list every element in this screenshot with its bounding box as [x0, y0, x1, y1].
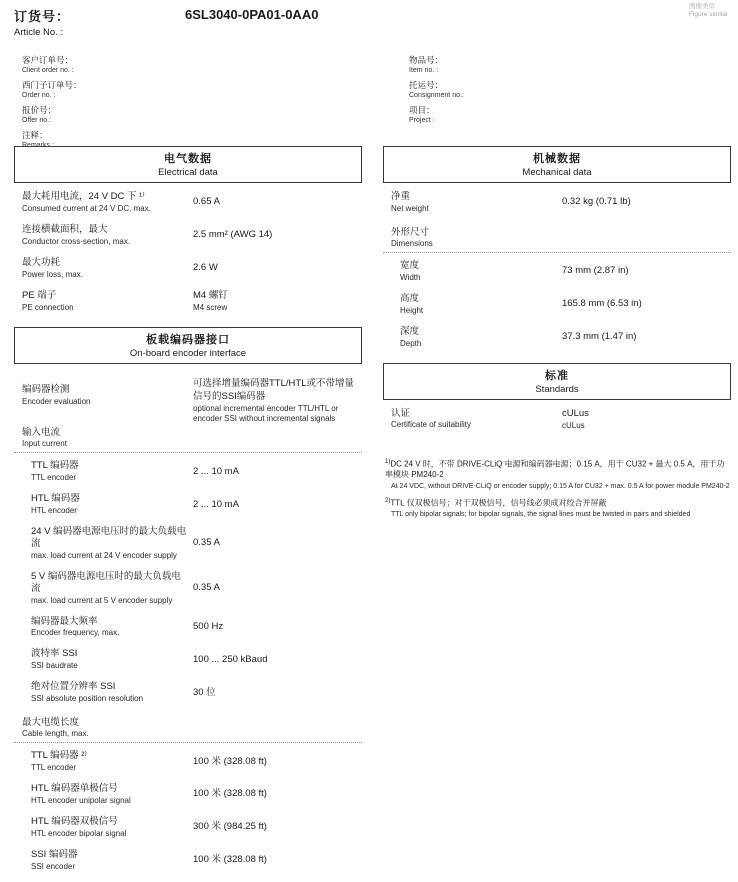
subsection-title-en: Cable length, max.: [22, 729, 89, 739]
spec-label-en: TTL encoder: [31, 763, 77, 773]
order-field-client-order: [22, 54, 373, 74]
spec-row-ssi-cable: [14, 849, 362, 872]
spec-value: 500 Hz: [193, 620, 224, 632]
spec-row-htl-encoder-current: [14, 493, 362, 516]
spec-label-en: SSI encoder: [31, 861, 76, 871]
spec-row-ttl-cable: [14, 750, 362, 773]
spec-label-zh: 24 V 编码器电源电压时的最大负载电流: [31, 526, 187, 549]
spec-label-zh: 最大功耗: [22, 256, 61, 268]
spec-row-load-current-24v: [14, 526, 362, 561]
footnotes: [383, 459, 731, 519]
spec-value: 2.6 W: [193, 262, 218, 274]
footnote-text-en: At 24 VDC, without DRIVE-CLiQ or encoder supply; 0.15 A for CU32 + max. 0.5 A for power module PM240-2: [391, 482, 730, 490]
spec-label-en: Height: [400, 305, 424, 315]
spec-value-en: M4 screw: [193, 302, 228, 312]
subsection-cable-length: [14, 714, 362, 743]
footnote-marker: 1): [385, 459, 391, 466]
spec-label-zh: 高度: [400, 292, 420, 304]
spec-row-ssi-resolution: [14, 681, 362, 704]
spec-label-zh: 最大耗用电流，24 V DC 下 ¹⁾: [22, 191, 145, 202]
section-header-encoder-interface: [14, 327, 362, 364]
spec-row-certificate: [383, 408, 731, 432]
order-field-offer: [22, 104, 373, 124]
spec-label-en: HTL encoder unipolar signal: [31, 795, 131, 805]
article-label-en: Article No. :: [14, 27, 64, 38]
figure-similar-note: [689, 3, 728, 20]
figure-similar-en: Figure similar: [688, 11, 728, 19]
spec-label-en: max. load current at 5 V encoder supply: [31, 595, 173, 605]
subsection-title-en: Dimensions: [391, 238, 433, 248]
section-title-en: Standards: [535, 383, 579, 395]
spec-row-load-current-5v: [14, 571, 362, 606]
subsection-title-zh: 最大电缆长度: [22, 717, 80, 729]
spec-row-power-loss: [14, 257, 362, 280]
spec-label-zh: 宽度: [400, 259, 420, 271]
order-info-left: [22, 54, 373, 149]
spec-label-zh: SSI 编码器: [31, 848, 78, 860]
footnote-text-en: TTL only bipolar signals; for bipolar signals, the signal lines must be twisted in pairs and shielded: [391, 510, 691, 518]
section-header-standards: [383, 363, 731, 400]
order-field-siemens-order: [22, 79, 373, 99]
field-label-en: Project :: [409, 117, 435, 124]
spec-label-zh: 波特率 SSI: [31, 648, 78, 660]
spec-label-en: Depth: [400, 338, 422, 348]
spec-label-en: Encoder evaluation: [22, 397, 91, 407]
spec-row-consumed-current: [14, 191, 362, 214]
article-label-zh: 订货号：: [14, 9, 71, 24]
order-info-right: [373, 54, 724, 144]
section-title-zh: 板载编码器接口: [146, 334, 230, 347]
spec-value-zh: 可选择增量编码器TTL/HTL或不带增量信号的SSI编码器: [193, 378, 354, 402]
spec-label-en: Consumed current at 24 V DC, max.: [22, 203, 151, 213]
spec-value: 2 ... 10 mA: [193, 498, 239, 510]
section-title-en: Mechanical data: [522, 167, 592, 178]
spec-value: 100 米 (328.08 ft): [193, 755, 267, 767]
order-field-consignment: [409, 79, 724, 99]
field-label-zh: 托运号：: [409, 80, 444, 90]
spec-value: 30 位: [193, 686, 216, 698]
figure-similar-zh: 图像类似: [688, 3, 715, 10]
right-column: [383, 146, 731, 882]
subsection-title-zh: 输入电流: [22, 427, 61, 439]
spec-label-en: PE connection: [22, 302, 74, 312]
spec-value-en: optional incremental encoder TTL/HTL or encoder SSI without incremental signals: [193, 404, 339, 424]
spec-label-zh: 净重: [391, 191, 411, 202]
spec-value: 37.3 mm (1.47 in): [562, 330, 637, 342]
page-header: [0, 0, 738, 44]
spec-row-htl-unipolar-cable: [14, 783, 362, 806]
footnote-marker: 2): [385, 497, 391, 504]
spec-label-en: max. load current at 24 V encoder supply: [31, 550, 177, 560]
spec-label-zh: HTL 编码器: [31, 493, 80, 505]
footnote-text-zh: DC 24 V 时，不带 DRIVE-CLiQ 电源和编码器电源；0.15 A，用于 CU32 + 最大 0.5 A，用于功率模块 PM240-2: [385, 459, 725, 480]
spec-row-net-weight: [383, 191, 731, 214]
spec-row-ttl-encoder-current: [14, 460, 362, 483]
left-column: [14, 146, 362, 882]
section-header-electrical: [14, 146, 362, 183]
field-label-zh: 客户订单号：: [22, 55, 74, 65]
section-title-en: Electrical data: [158, 167, 218, 178]
spec-value-zh: cULus: [562, 407, 589, 419]
spec-label-en: Encoder frequency, max.: [31, 628, 120, 638]
spec-row-width: [383, 260, 731, 283]
spec-value-zh: M4 螺钉: [193, 289, 228, 301]
spec-label-zh: 编码器检测: [22, 384, 70, 396]
spec-label-en: HTL encoder: [31, 506, 77, 516]
spec-label-en: SSI baudrate: [31, 661, 78, 671]
spec-label-en: TTL encoder: [31, 473, 77, 483]
spec-label-zh: PE 端子: [22, 289, 57, 301]
spec-label-en: Net weight: [391, 203, 429, 213]
spec-row-height: [383, 293, 731, 316]
article-label: [14, 6, 70, 38]
section-title-zh: 电气数据: [164, 153, 212, 165]
spec-value: 0.65 A: [193, 196, 220, 208]
field-label-en: Offer no.:: [22, 117, 52, 124]
spec-row-pe-connection: [14, 290, 362, 314]
article-number: 6SL3040-0PA01-0AA0: [185, 7, 319, 22]
section-title-zh: 标准: [545, 369, 569, 382]
section-title-zh: 机械数据: [533, 153, 581, 165]
section-title-en: On-board encoder interface: [129, 348, 247, 360]
spec-label-zh: 认证: [391, 407, 411, 419]
spec-value: 0.35 A: [193, 537, 220, 549]
field-label-zh: 注释：: [22, 130, 48, 140]
spec-label-zh: 绝对位置分辨率 SSI: [31, 681, 116, 693]
order-field-item: [409, 54, 724, 74]
spec-row-htl-bipolar-cable: [14, 816, 362, 839]
spec-value: 300 米 (984.25 ft): [193, 821, 267, 833]
spec-label-zh: TTL 编码器 ²⁾: [31, 750, 87, 762]
spec-row-cross-section: [14, 224, 362, 247]
spec-label-en: Width: [400, 272, 421, 282]
spec-value: 73 mm (2.87 in): [562, 265, 629, 277]
spec-value: 2.5 mm² (AWG 14): [193, 229, 273, 241]
spec-label-zh: 编码器最大频率: [31, 615, 98, 627]
field-label-en: Remarks :: [22, 142, 54, 149]
footnote-text-zh: TTL 仅双极信号；对于双极信号，信号线必须成对绞合并屏蔽: [390, 498, 607, 508]
field-label-zh: 报价号：: [22, 105, 57, 115]
subsection-title-en: Input current: [22, 439, 67, 449]
spec-value: 100 米 (328.08 ft): [193, 854, 267, 866]
spec-value: 100 ... 250 kBaud: [193, 653, 268, 665]
spec-label-en: Power loss, max.: [22, 269, 83, 279]
field-label-en: Client order no. :: [22, 67, 74, 74]
spec-label-zh: TTL 编码器: [31, 460, 79, 472]
field-label-en: Order no. :: [22, 92, 56, 99]
spec-row-encoder-frequency: [14, 616, 362, 639]
spec-label-en: Certificate of suitability: [391, 420, 472, 430]
field-label-zh: 西门子订单号：: [22, 80, 82, 90]
spec-value: 165.8 mm (6.53 in): [562, 298, 642, 310]
spec-label-zh: 连接横截面积，最大: [22, 223, 108, 235]
spec-value: 0.32 kg (0.71 lb): [562, 196, 631, 208]
spec-row-encoder-evaluation: [14, 372, 362, 424]
spec-value-en: cULus: [562, 420, 585, 430]
spec-label-zh: HTL 编码器单极信号: [31, 783, 118, 795]
subsection-input-current: [14, 424, 362, 453]
order-field-project: [409, 104, 724, 124]
spec-row-depth: [383, 326, 731, 349]
field-label-en: Item no. :: [409, 67, 439, 74]
spec-label-en: SSI absolute position resolution: [31, 694, 144, 704]
order-info: [0, 44, 738, 149]
field-label-en: Consignment no.:: [409, 92, 464, 99]
footnote-1: [385, 459, 731, 491]
spec-label-en: HTL encoder bipolar signal: [31, 828, 127, 838]
spec-label-en: Conductor cross-section, max.: [22, 236, 131, 246]
spec-value: 100 米 (328.08 ft): [193, 788, 267, 800]
subsection-dimensions: [383, 224, 731, 253]
spec-row-ssi-baudrate: [14, 648, 362, 671]
spec-value: 2 ... 10 mA: [193, 465, 239, 477]
spec-label-zh: 5 V 编码器电源电压时的最大负载电流: [31, 570, 181, 594]
field-label-zh: 物品号：: [409, 55, 444, 65]
spec-label-zh: HTL 编码器双极信号: [31, 815, 118, 827]
footnote-2: [385, 498, 731, 519]
section-header-mechanical: [383, 146, 731, 183]
spec-value: 0.35 A: [193, 582, 220, 594]
subsection-title-zh: 外形尺寸: [391, 226, 430, 238]
field-label-zh: 项目：: [409, 105, 435, 115]
spec-label-zh: 深度: [400, 325, 420, 337]
